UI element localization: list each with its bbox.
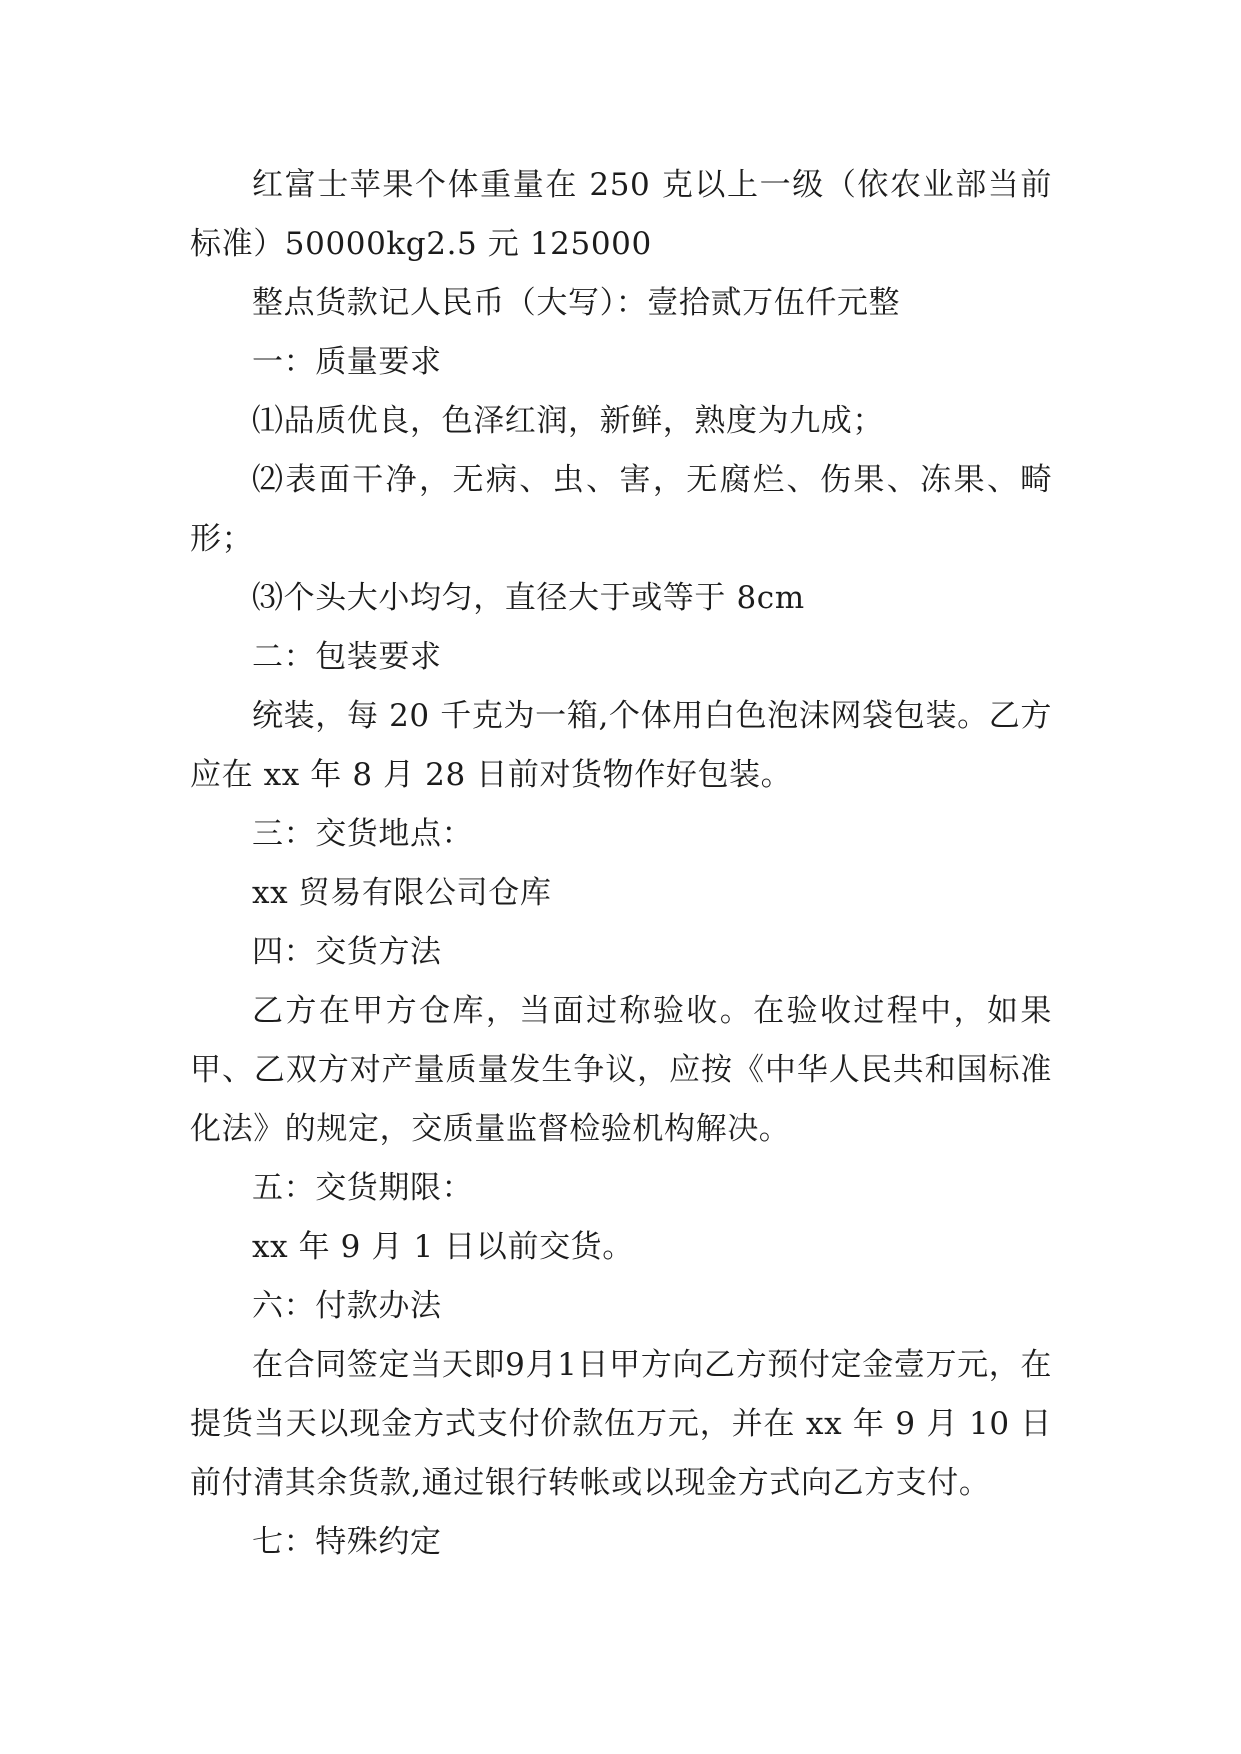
paragraph-packaging: 统装，每 20 千克为一箱,个体用白色泡沫网袋包装。乙方应在 xx 年 8 月 28 日前对货物作好包装。 — [190, 698, 1052, 793]
paragraph-product-spec: 红富士苹果个体重量在 250 克以上一级（依农业部当前标准）50000kg2.5 元 125000 — [190, 167, 1052, 262]
heading-packaging-requirements: 二：包装要求 — [252, 639, 442, 675]
paragraph-total-amount: 整点货款记人民币（大写）：壹拾贰万伍仟元整 — [252, 285, 901, 321]
paragraph-delivery-location: xx 贸易有限公司仓库 — [252, 875, 552, 911]
paragraph-quality-item-3: ⑶个头大小均匀，直径大于或等于 8cm — [252, 580, 805, 616]
paragraph-payment-method: 在合同签定当天即9月1日甲方向乙方预付定金壹万元，在提货当天以现金方式支付价款伍万元，并在 xx 年 9 月 10 日前付清其余货款,通过银行转帐或以现金方式向乙方支付。 — [190, 1347, 1052, 1501]
heading-delivery-deadline: 五：交货期限： — [252, 1170, 474, 1206]
heading-delivery-location: 三：交货地点： — [252, 816, 474, 852]
paragraph-quality-item-2: ⑵表面干净，无病、虫、害，无腐烂、伤果、冻果、畸形； — [190, 462, 1052, 557]
heading-delivery-method: 四：交货方法 — [252, 934, 442, 970]
paragraph-delivery-deadline: xx 年 9 月 1 日以前交货。 — [252, 1229, 634, 1265]
heading-quality-requirements: 一：质量要求 — [252, 344, 442, 380]
heading-special-terms: 七：特殊约定 — [252, 1524, 442, 1560]
heading-payment-method: 六：付款办法 — [252, 1288, 442, 1324]
paragraph-quality-item-1: ⑴品质优良，色泽红润，新鲜，熟度为九成； — [252, 403, 884, 439]
document-body — [190, 156, 1052, 1572]
paragraph-delivery-method: 乙方在甲方仓库，当面过称验收。在验收过程中，如果甲、乙双方对产量质量发生争议，应按《中华人民共和国标准化法》的规定，交质量监督检验机构解决。 — [190, 993, 1052, 1147]
